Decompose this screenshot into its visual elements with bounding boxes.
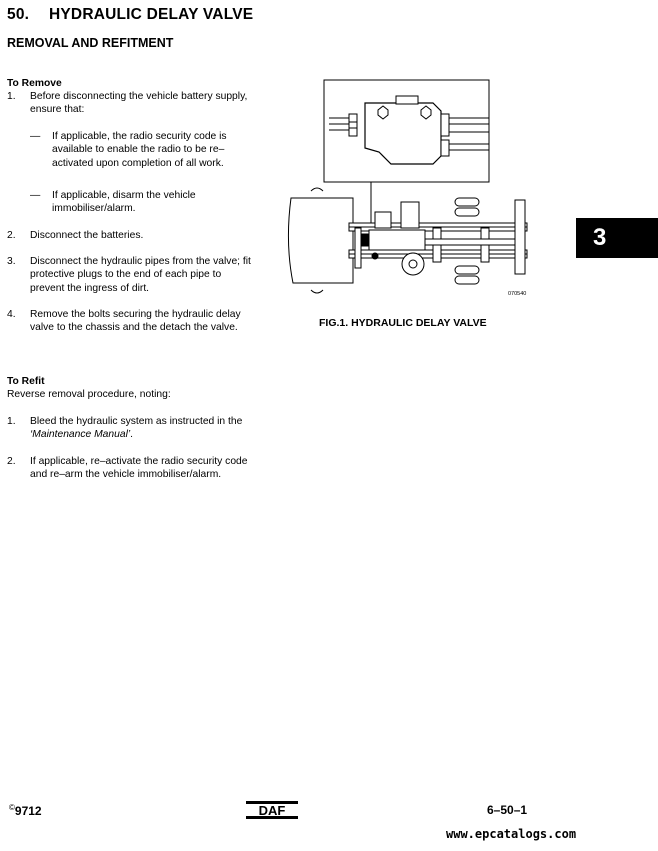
step-text: Remove the bolts securing the hydraulic delay valve to the chassis and the detach the valve. bbox=[30, 309, 241, 334]
step-number: 2. bbox=[7, 456, 16, 467]
page-number: 6–50–1 bbox=[487, 803, 528, 817]
chapter-number: 3 bbox=[593, 224, 607, 251]
subsection-title: REMOVAL AND REFITMENT bbox=[7, 36, 174, 50]
bullet-text: If applicable, the radio security code is available to enable the radio to be re–activated upon completion of all work. bbox=[52, 131, 227, 169]
step-text-part: . bbox=[130, 429, 134, 441]
refit-heading: To Refit bbox=[7, 376, 45, 387]
step-text: Disconnect the batteries. bbox=[30, 230, 144, 241]
step-number: 1. bbox=[7, 416, 16, 427]
remove-heading: To Remove bbox=[7, 78, 62, 89]
bullet-dash: — bbox=[30, 131, 41, 142]
figure-caption: FIG.1. HYDRAULIC DELAY VALVE bbox=[319, 317, 487, 329]
section-number: 50. bbox=[7, 6, 30, 23]
chapter-tab bbox=[576, 218, 658, 258]
refit-intro: Reverse removal procedure, noting: bbox=[7, 389, 171, 400]
step-number: 2. bbox=[7, 230, 16, 241]
step-text-part: Bleed the hydraulic system as instructed in the bbox=[30, 416, 243, 427]
footer-code bbox=[9, 803, 42, 818]
step-text: If applicable, re–activate the radio security code and re–arm the vehicle immobiliser/alarm. bbox=[30, 456, 248, 481]
daf-logo bbox=[246, 801, 298, 819]
daf-logo-text: DAF bbox=[258, 803, 286, 818]
bullet-dash: — bbox=[30, 190, 41, 201]
step-number: 3. bbox=[7, 256, 16, 267]
step-number: 1. bbox=[7, 91, 16, 102]
footer-code-text: 9712 bbox=[14, 804, 42, 818]
site-url[interactable]: www.epcatalogs.com bbox=[446, 827, 577, 841]
figure-reference-code: 070540 bbox=[508, 291, 527, 297]
step-text bbox=[30, 415, 258, 442]
bullet-text: If applicable, disarm the vehicle immobiliser/alarm. bbox=[52, 190, 196, 215]
copyright-symbol: © bbox=[9, 803, 15, 812]
section-title-text: HYDRAULIC DELAY VALVE bbox=[49, 6, 254, 23]
step-text: Before disconnecting the vehicle battery supply, ensure that: bbox=[30, 91, 248, 116]
manual-reference: ‘Maintenance Manual’ bbox=[30, 429, 131, 441]
hydraulic-delay-valve-figure bbox=[283, 78, 535, 306]
section-title bbox=[7, 6, 253, 24]
step-number: 4. bbox=[7, 309, 16, 320]
step-text: Disconnect the hydraulic pipes from the valve; fit protective plugs to the end of each pipe to prevent the ingress of dirt. bbox=[30, 256, 251, 294]
